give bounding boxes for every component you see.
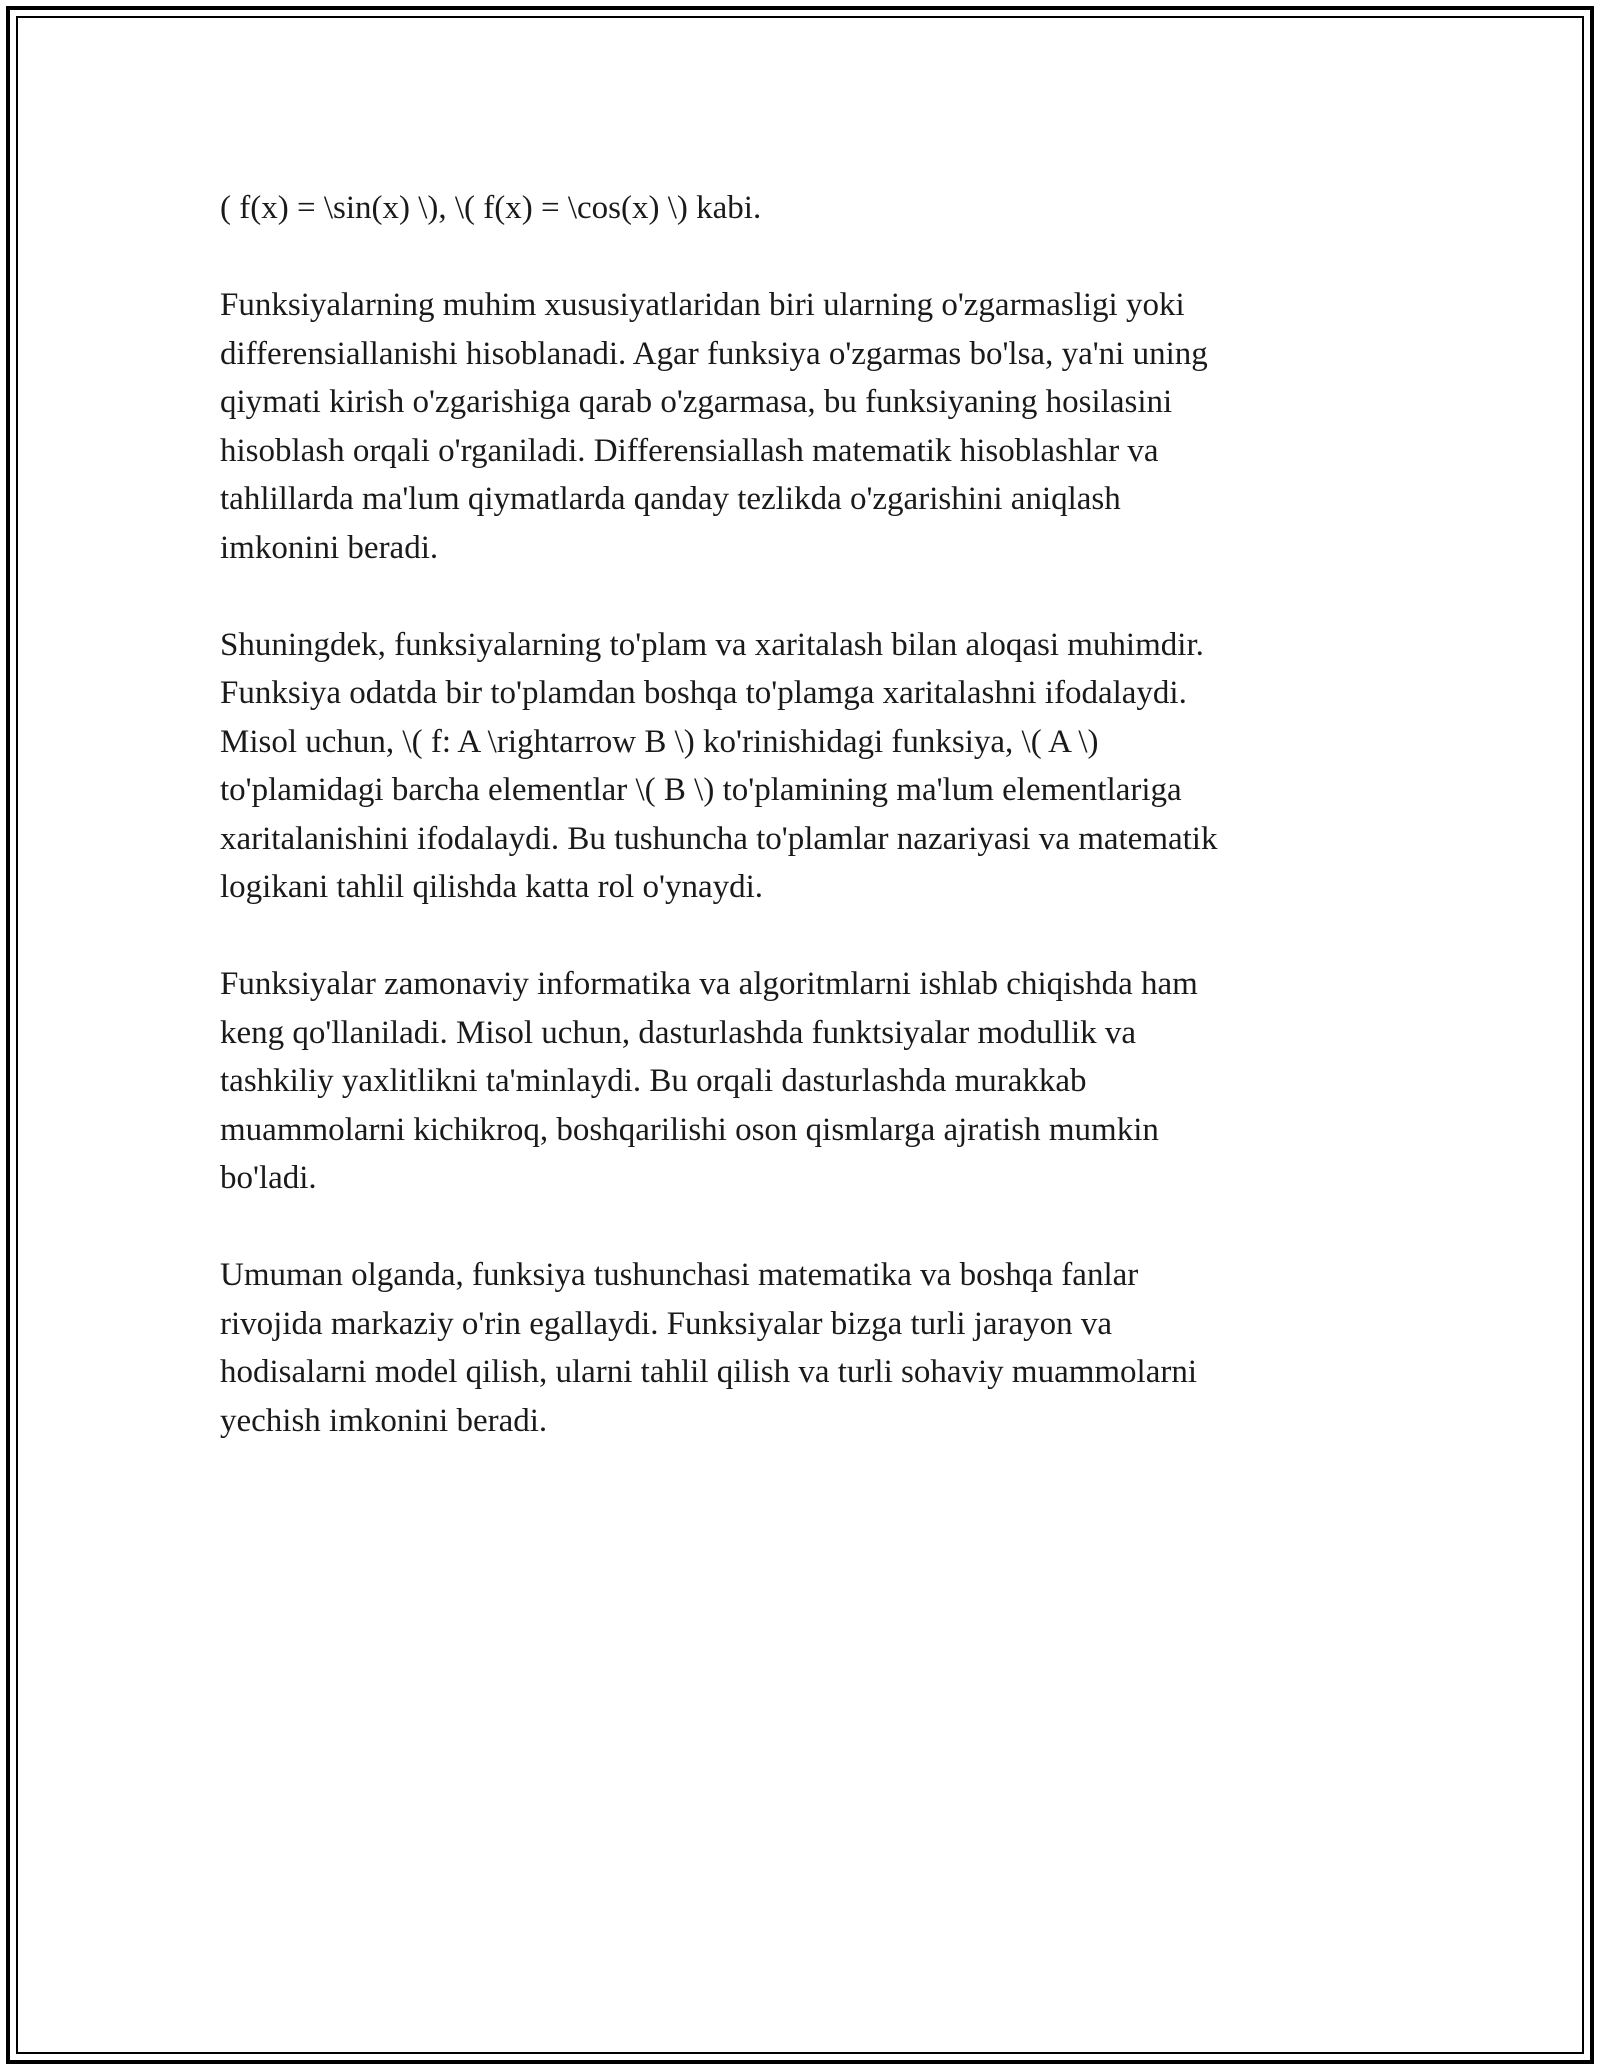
text-line: tashkiliy yaxlitlikni ta'minlaydi. Bu orqali dasturlashda murakkab <box>220 1063 1087 1099</box>
paragraph-sets-mapping <box>220 621 1360 912</box>
text-line: to'plamidagi barcha elementlar \( B \) to'plamining ma'lum elementlariga <box>220 772 1182 808</box>
paragraph-conclusion <box>220 1251 1360 1445</box>
text-line: ( f(x) = \sin(x) \), \( f(x) = \cos(x) \) kabi. <box>220 190 762 226</box>
text-line: Misol uchun, \( f: A \rightarrow B \) ko'rinishidagi funksiya, \( A \) <box>220 723 1099 760</box>
text-line: Funksiyalarning muhim xususiyatlaridan biri ularning o'zgarmasligi yoki <box>220 287 1185 323</box>
text-line: bo'ladi. <box>220 1160 317 1196</box>
paragraph-differentiation <box>220 281 1360 572</box>
paragraph-formula-continuation <box>220 184 1360 233</box>
text-line: xaritalanishini ifodalaydi. Bu tushuncha to'plamlar nazariyasi va matematik <box>220 820 1218 857</box>
text-line: Umuman olganda, funksiya tushunchasi matematika va boshqa fanlar <box>220 1257 1139 1293</box>
text-line: differensiallanishi hisoblanadi. Agar funksiya o'zgarmas bo'lsa, ya'ni uning <box>220 335 1208 372</box>
text-line: qiymati kirish o'zgarishiga qarab o'zgarmasa, bu funksiyaning hosilasini <box>220 384 1173 420</box>
text-line: rivojida markaziy o'rin egallaydi. Funksiyalar bizga turli jarayon va <box>220 1305 1113 1342</box>
document-body <box>220 184 1360 1494</box>
paragraph-informatics <box>220 960 1360 1203</box>
text-line: yechish imkonini beradi. <box>220 1402 548 1439</box>
text-line: imkonini beradi. <box>220 529 439 566</box>
text-line: logikani tahlil qilishda katta rol o'ynaydi. <box>220 869 764 905</box>
text-line: muammolarni kichikroq, boshqarilishi oson qismlarga ajratish mumkin <box>220 1111 1159 1148</box>
text-line: hodisalarni model qilish, ularni tahlil qilish va turli sohaviy muammolarni <box>220 1354 1198 1390</box>
text-line: Funksiya odatda bir to'plamdan boshqa to'plamga xaritalashni ifodalaydi. <box>220 675 1187 711</box>
text-line: tahlillarda ma'lum qiymatlarda qanday tezlikda o'zgarishini aniqlash <box>220 481 1121 517</box>
text-line: Shuningdek, funksiyalarning to'plam va xaritalash bilan aloqasi muhimdir. <box>220 626 1204 663</box>
text-line: keng qo'llaniladi. Misol uchun, dasturlashda funktsiyalar modullik va <box>220 1014 1137 1051</box>
text-line: Funksiyalar zamonaviy informatika va algoritmlarni ishlab chiqishda ham <box>220 966 1198 1002</box>
text-line: hisoblash orqali o'rganiladi. Differensiallash matematik hisoblashlar va <box>220 432 1159 469</box>
